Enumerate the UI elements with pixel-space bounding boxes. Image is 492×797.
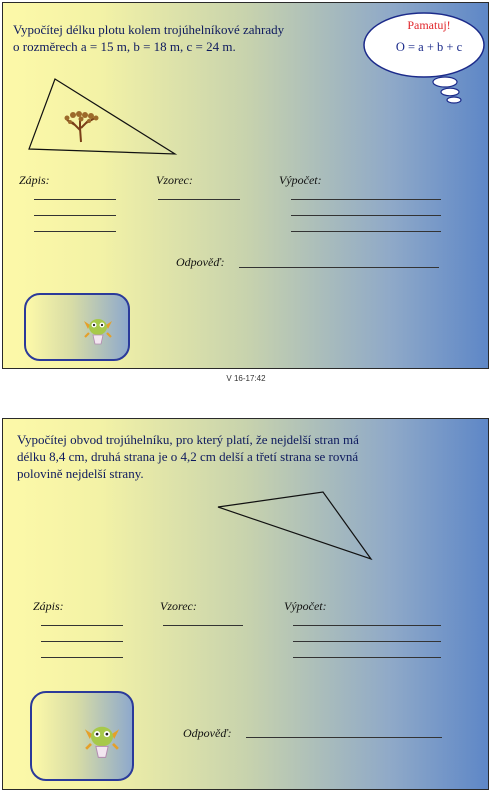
reminder-title: Pamatuj! bbox=[407, 18, 451, 32]
mascot-icon bbox=[80, 311, 116, 347]
vypocet-line-1 bbox=[293, 625, 441, 626]
slide-triangle-perimeter bbox=[2, 418, 489, 790]
slide-garden-fence bbox=[2, 2, 489, 369]
task-line-1: Vypočítej obvod trojúhelníku, pro který platí, že nejdelší stran má bbox=[17, 432, 359, 447]
vypocet-line-3 bbox=[293, 657, 441, 658]
vzorec-label: Vzorec: bbox=[160, 599, 197, 613]
odpoved-line bbox=[239, 267, 439, 268]
vzorec-label: Vzorec: bbox=[156, 173, 193, 187]
vypocet-line-3 bbox=[291, 231, 441, 232]
zapis-line-1 bbox=[34, 199, 116, 200]
task-line-2: o rozměrech a = 15 m, b = 18 m, c = 24 m. bbox=[13, 39, 236, 54]
zapis-line-3 bbox=[41, 657, 123, 658]
mascot-frame bbox=[24, 293, 130, 361]
zapis-line-1 bbox=[41, 625, 123, 626]
zapis-line-2 bbox=[41, 641, 123, 642]
zapis-line-3 bbox=[34, 231, 116, 232]
zapis-line-2 bbox=[34, 215, 116, 216]
task-line-3: polovině nejdelší strany. bbox=[17, 466, 144, 481]
task-line-1: Vypočítej délku plotu kolem trojúhelníkové zahrady bbox=[13, 22, 285, 37]
zapis-label: Zápis: bbox=[19, 173, 50, 187]
mascot-frame bbox=[30, 691, 134, 781]
vypocet-label: Výpočet: bbox=[284, 599, 327, 613]
vzorec-line bbox=[163, 625, 243, 626]
vypocet-label: Výpočet: bbox=[279, 173, 322, 187]
slide-footer-1: V 16-17:42 bbox=[226, 374, 266, 383]
odpoved-label: Odpověď: bbox=[176, 255, 225, 269]
vzorec-line bbox=[158, 199, 240, 200]
odpoved-line bbox=[246, 737, 442, 738]
odpoved-label: Odpověď: bbox=[183, 726, 232, 740]
tree-icon bbox=[59, 106, 103, 142]
zapis-label: Zápis: bbox=[33, 599, 64, 613]
vypocet-line-1 bbox=[291, 199, 441, 200]
task-line-2: délku 8,4 cm, druhá strana je o 4,2 cm delší a třetí strana se rovná bbox=[17, 449, 359, 464]
mascot-icon bbox=[80, 717, 124, 761]
perimeter-formula: O = a + b + c bbox=[395, 40, 463, 54]
vypocet-line-2 bbox=[291, 215, 441, 216]
vypocet-line-2 bbox=[293, 641, 441, 642]
